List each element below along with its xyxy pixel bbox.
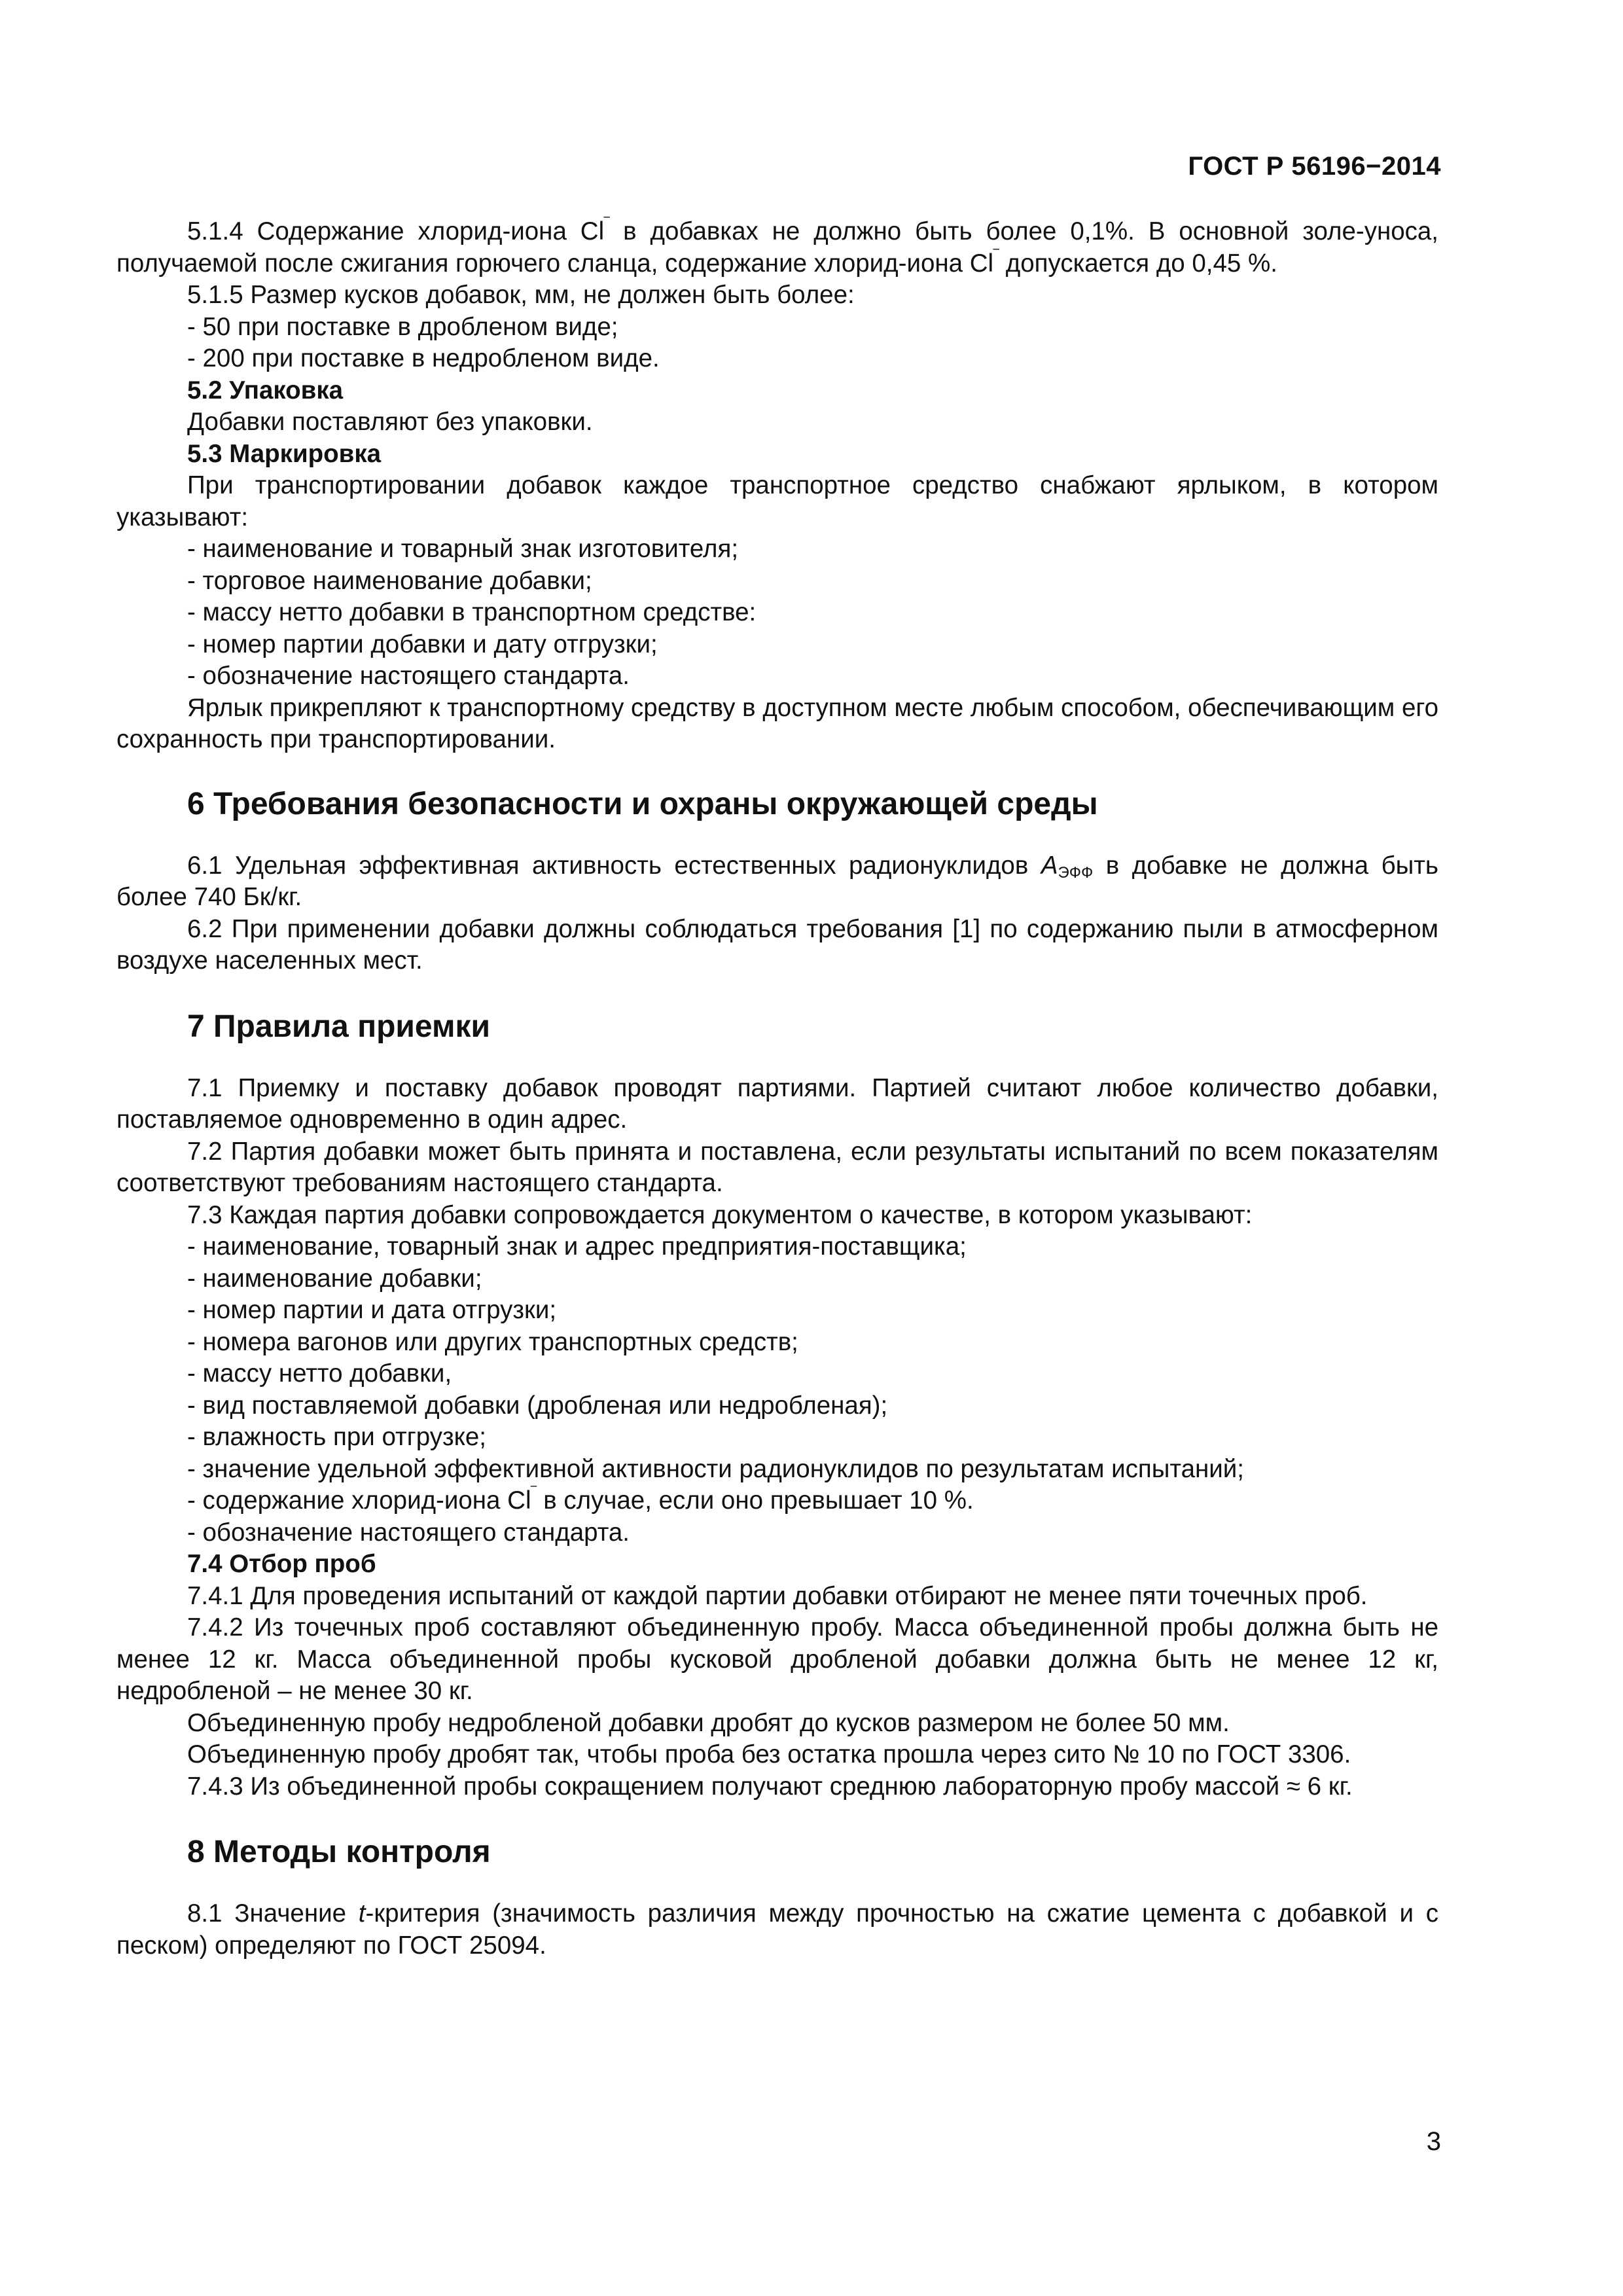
- paragraph-5-1-4: 5.1.4 Содержание хлорид-иона Cl‾ в добавках не должно быть более 0,1%. В основной золе-уноса, получаемой после сжигания горючего сланца, содержание хлорид-иона Cl‾ допускается до 0,45 %.: [116, 215, 1438, 278]
- minus-superscript: ‾: [604, 215, 610, 233]
- paragraph-5-3: При транспортировании добавок каждое транспортное средство снабжают ярлыком, в котором указывают:: [116, 471, 1438, 531]
- subheading-5-2: 5.2 Упаковка: [187, 376, 343, 404]
- section-heading-8: 8 Методы контроля: [187, 1835, 491, 1869]
- paragraph-6-1: 6.1 Удельная эффективная активность естественных радионуклидов $А_{ЭФФ}$ в добавке не должна быть более 740 Бк/кг.: [116, 851, 1438, 911]
- paragraph-7-4-2-c: Объединенную пробу дробят так, чтобы проба без остатка прошла через сито № 10 по ГОСТ 3306.: [187, 1740, 1351, 1768]
- list-item: - 50 при поставке в дробленом виде;: [187, 312, 618, 341]
- paragraph-7-1: 7.1 Приемку и поставку добавок проводят партиями. Партией считают любое количество добавки, поставляемое одновременно в один адрес.: [116, 1073, 1438, 1134]
- page-number: 3: [1426, 2127, 1441, 2156]
- list-item: - влажность при отгрузке;: [187, 1423, 486, 1451]
- list-item: - наименование, товарный знак и адрес предприятия-поставщика;: [187, 1232, 967, 1261]
- list-item: - номер партии добавки и дату отгрузки;: [187, 630, 658, 658]
- minus-superscript: ‾: [993, 247, 999, 265]
- list-item: - обозначение настоящего стандарта.: [187, 662, 630, 690]
- paragraph-7-2: 7.2 Партия добавки может быть принята и поставлена, если результаты испытаний по всем показателям соответствуют требованиям настоящего стандарта.: [116, 1137, 1438, 1197]
- section-heading-7: 7 Правила приемки: [187, 1009, 491, 1044]
- subheading-7-4: 7.4 Отбор проб: [187, 1550, 376, 1578]
- list-item: - номера вагонов или других транспортных средств;: [187, 1327, 798, 1356]
- paragraph-5-3-end: Ярлык прикрепляют к транспортному средству в доступном месте любым способом, обеспечивающим его сохранность при транспортировании.: [116, 693, 1438, 753]
- paragraph-7-4-1: 7.4.1 Для проведения испытаний от каждой партии добавки отбирают не менее пяти точечных проб.: [187, 1581, 1368, 1610]
- list-item: - содержание хлорид-иона Cl‾ в случае, если оно превышает 10 %.: [187, 1484, 974, 1515]
- paragraph-7-4-2: 7.4.2 Из точечных проб составляют объединенную пробу. Масса объединенной пробы должна быть не менее 12 кг. Масса объединенной пробы кусковой дробленой добавки должна быть не менее 12 кг, недробленой – не менее 30 кг.: [116, 1613, 1438, 1705]
- subscript-eff: ЭФФ: [1058, 863, 1094, 882]
- list-item: - массу нетто добавки в транспортном средстве:: [187, 598, 757, 626]
- paragraph-7-3: 7.3 Каждая партия добавки сопровождается документом о качестве, в котором указывают:: [187, 1200, 1253, 1229]
- list-item: - 200 при поставке в недробленом виде.: [187, 344, 660, 372]
- list-item: - значение удельной эффективной активности радионуклидов по результатам испытаний;: [187, 1454, 1244, 1483]
- paragraph-5-1-5: 5.1.5 Размер кусков добавок, мм, не должен быть более:: [187, 281, 855, 309]
- list-item: - массу нетто добавки,: [187, 1359, 452, 1388]
- paragraph-5-2: Добавки поставляют без упаковки.: [187, 408, 593, 436]
- subheading-5-3: 5.3 Маркировка: [187, 439, 382, 468]
- document-body: [116, 216, 1438, 1962]
- list-item: - номер партии и дата отгрузки;: [187, 1296, 557, 1324]
- document-code: ГОСТ Р 56196−2014: [1188, 152, 1441, 181]
- section-heading-6: 6 Требования безопасности и охраны окружающей среды: [187, 786, 1098, 821]
- list-item: - наименование добавки;: [187, 1264, 482, 1293]
- list-item: - вид поставляемой добавки (дробленая или недробленая);: [187, 1391, 888, 1420]
- symbol-a: А: [1041, 851, 1058, 880]
- minus-superscript: ‾: [531, 1484, 537, 1502]
- symbol-t: t: [358, 1899, 366, 1928]
- paragraph-8-1: 8.1 Значение t-критерия (значимость различия между прочностью на сжатие цемента с добавкой и с песком) определяют по ГОСТ 25094.: [116, 1899, 1438, 1960]
- paragraph-7-4-3: 7.4.3 Из объединенной пробы сокращением получают среднюю лабораторную пробу массой ≈ 6 кг.: [187, 1772, 1353, 1801]
- paragraph-6-2: 6.2 При применении добавки должны соблюдаться требования [1] по содержанию пыли в атмосферном воздухе населенных мест.: [116, 914, 1438, 975]
- paragraph-7-4-2-b: Объединенную пробу недробленой добавки дробят до кусков размером не более 50 мм.: [187, 1708, 1230, 1737]
- list-item: - наименование и товарный знак изготовителя;: [187, 535, 739, 563]
- list-item: - торговое наименование добавки;: [187, 566, 592, 595]
- list-item: - обозначение настоящего стандарта.: [187, 1518, 630, 1547]
